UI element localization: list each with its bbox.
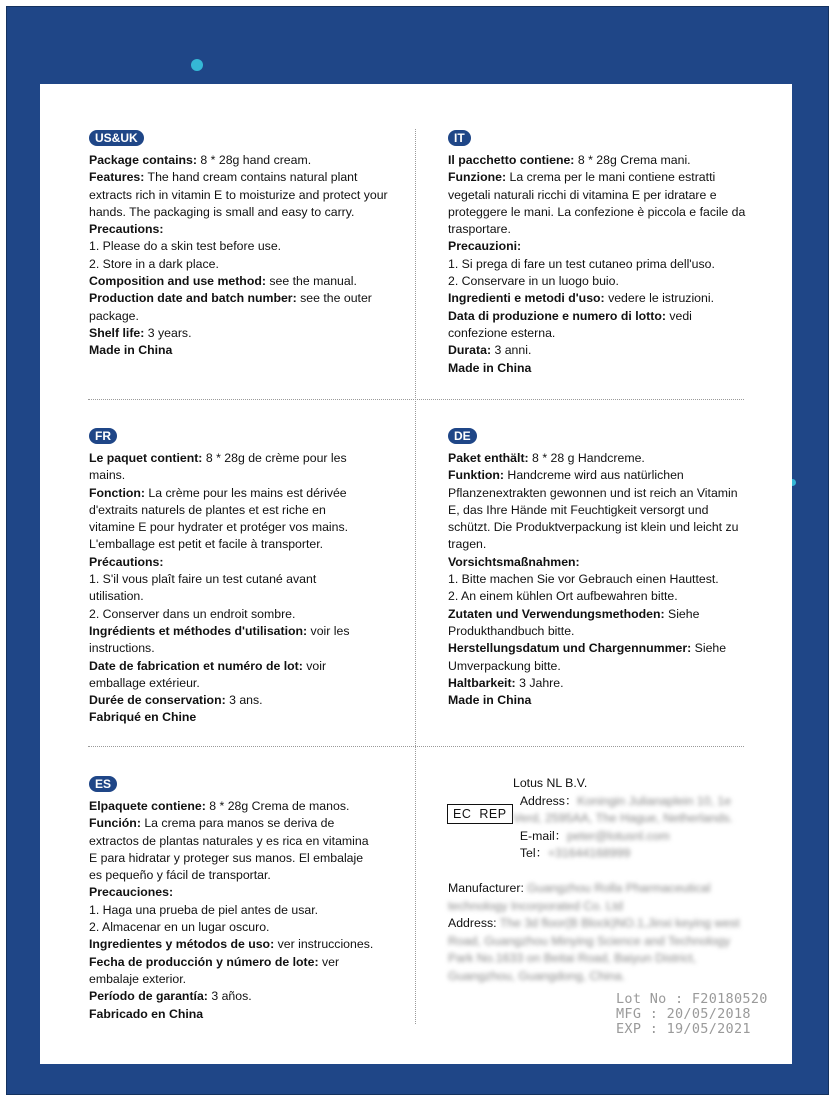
rep-label: REP bbox=[479, 807, 507, 821]
ec-rep-symbol bbox=[447, 804, 513, 824]
section-de bbox=[448, 428, 743, 709]
package-contains: Paket enthält: 8 * 28 g Handcreme. bbox=[448, 451, 645, 465]
features: Función: La crema para manos se deriva de extractos de plantas naturales y es rica en vitamina E para hidratar y proteger sus manos. El embalaje es pequeño y fácil de transportar. bbox=[89, 816, 369, 883]
horizontal-divider bbox=[88, 399, 744, 400]
lot-number: Lot No : F20180520 bbox=[616, 991, 768, 1007]
horizontal-divider bbox=[88, 746, 744, 747]
ec-label: EC bbox=[453, 807, 472, 821]
precautions-heading: Précautions: bbox=[89, 554, 164, 569]
precaution-item: 1. Please do a skin test before use. bbox=[89, 239, 282, 254]
production-date: Fecha de producción y número de lote: ver embalaje exterior. bbox=[89, 954, 340, 986]
features: Funktion: Handcreme wird aus natürlichen Pflanzenextrakten gewonnen und ist reich an Vitamin E, das Ihre Hände mit Feuchtigkeit versorgt und schützt. Die Produktverpackung ist klein und leicht zu tragen. bbox=[448, 468, 739, 552]
precautions-heading: Vorsichtsmaßnahmen: bbox=[448, 554, 580, 569]
made-in: Made in China bbox=[89, 343, 173, 358]
composition: Composition and use method: see the manual. bbox=[89, 274, 357, 289]
made-in: Fabriqué en Chine bbox=[89, 710, 197, 725]
package-contains: Elpaquete contiene: 8 * 28g Crema de manos. bbox=[89, 799, 350, 813]
precaution-item: 1. Bitte machen Sie vor Gebrauch einen Hauttest. bbox=[448, 572, 719, 587]
exp-date: EXP : 19/05/2021 bbox=[616, 1021, 751, 1037]
language-badge: DE bbox=[448, 428, 477, 444]
composition: Ingredientes y métodos de uso: ver instrucciones. bbox=[89, 937, 374, 952]
shelf-life: Shelf life: 3 years. bbox=[89, 325, 192, 340]
production-date: Production date and batch number: see the outer package. bbox=[89, 291, 372, 323]
precaution-item: 2. Almacenar en un lugar oscuro. bbox=[89, 920, 270, 935]
precaution-item: 2. An einem kühlen Ort aufbewahren bitte. bbox=[448, 589, 678, 604]
features: Fonction: La crème pour les mains est dérivée d'extraits naturels de plantes et est riche en vitamine E pour hydrater et protéger vos mains. L'emballage est petit et facile à transporter. bbox=[89, 485, 349, 552]
manufacturer-name: Manufacturer: Guangzhou Rolla Pharmaceutical technology Incorporated Co. Ltd bbox=[448, 881, 711, 913]
production-date: Data di produzione e numero di lotto: vedi confezione esterna. bbox=[448, 308, 692, 340]
composition: Zutaten und Verwendungsmethoden: Siehe Produkthandbuch bitte. bbox=[448, 606, 700, 638]
made-in: Fabricado en China bbox=[89, 1006, 204, 1021]
ec-rep-info bbox=[513, 775, 743, 863]
section-us-uk bbox=[89, 130, 389, 360]
lot-stamp bbox=[616, 992, 768, 1037]
language-badge: FR bbox=[89, 428, 117, 444]
rep-email: E-mail：peter@lotusnl.com bbox=[519, 828, 670, 843]
made-in: Made in China bbox=[448, 693, 532, 708]
language-badge: ES bbox=[89, 776, 117, 792]
features: Features: The hand cream contains natural plant extracts rich in vitamin E to moisturize and protect your hands. The packaging is small and easy to carry. bbox=[89, 170, 388, 219]
shelf-life: Durata: 3 anni. bbox=[448, 343, 532, 358]
composition: Ingrédients et méthodes d'utilisation: voir les instructions. bbox=[89, 623, 350, 656]
precaution-item: 1. Haga una prueba de piel antes de usar. bbox=[89, 902, 319, 917]
manufacturer-address: Address: The 3d floor(B Block)NO.1,Jinxi keying west Road, Guangzhou Minying Science and Technology Park No.1633 on Beitai Road, Baiyun District, Guangzhou, Guangdong, China. bbox=[448, 916, 740, 983]
made-in: Made in China bbox=[448, 360, 532, 375]
decor-dot bbox=[191, 59, 203, 71]
shelf-life: Durée de conservation: 3 ans. bbox=[89, 693, 263, 708]
language-badge: IT bbox=[448, 130, 471, 146]
shelf-life: Haltbarkeit: 3 Jahre. bbox=[448, 675, 564, 690]
package-contains: Le paquet contient: 8 * 28g de crème pour les mains. bbox=[89, 451, 347, 483]
precautions-heading: Precautions: bbox=[89, 222, 164, 237]
section-fr bbox=[89, 428, 364, 727]
precaution-item: 1. Si prega di fare un test cutaneo prima dell'uso. bbox=[448, 256, 715, 271]
precaution-item: 1. S'il vous plaît faire un test cutané avant utilisation. bbox=[89, 572, 317, 604]
rep-address: Address：Koningin Julianaplein 10, 1e Verd, 2595AA, The Hague, Netherlands. bbox=[513, 793, 733, 825]
production-date: Herstellungsdatum und Chargennummer: Siehe Umverpackung bitte. bbox=[448, 641, 727, 673]
shelf-life: Período de garantía: 3 años. bbox=[89, 989, 252, 1004]
rep-company: Lotus NL B.V. bbox=[513, 776, 588, 790]
mfg-date: MFG : 20/05/2018 bbox=[616, 1006, 751, 1022]
production-date: Date de fabrication et numéro de lot: voir emballage extérieur. bbox=[89, 658, 327, 690]
language-badge: US&UK bbox=[89, 130, 144, 146]
precaution-item: 2. Conservare in un luogo buio. bbox=[448, 274, 619, 289]
manufacturer-info bbox=[448, 880, 748, 985]
precaution-item: 2. Store in a dark place. bbox=[89, 256, 219, 271]
precaution-item: 2. Conserver dans un endroit sombre. bbox=[89, 606, 296, 621]
precautions-heading: Precauciones: bbox=[89, 885, 174, 900]
precautions-heading: Precauzioni: bbox=[448, 239, 522, 254]
composition: Ingredienti e metodi d'uso: vedere le istruzioni. bbox=[448, 291, 715, 306]
features: Funzione: La crema per le mani contiene estratti vegetali naturali ricchi di vitamina E per idratare e proteggere le mani. La confezione è piccola e facile da trasportare. bbox=[448, 170, 746, 237]
package-contains: Il pacchetto contiene: 8 * 28g Crema mani. bbox=[448, 153, 691, 167]
package-contains: Package contains: 8 * 28g hand cream. bbox=[89, 153, 312, 167]
section-es bbox=[89, 776, 379, 1023]
rep-tel: Tel：+31644168999 bbox=[519, 846, 631, 860]
vertical-divider bbox=[415, 129, 416, 1024]
section-it bbox=[448, 130, 748, 377]
label-sheet bbox=[40, 84, 792, 1064]
